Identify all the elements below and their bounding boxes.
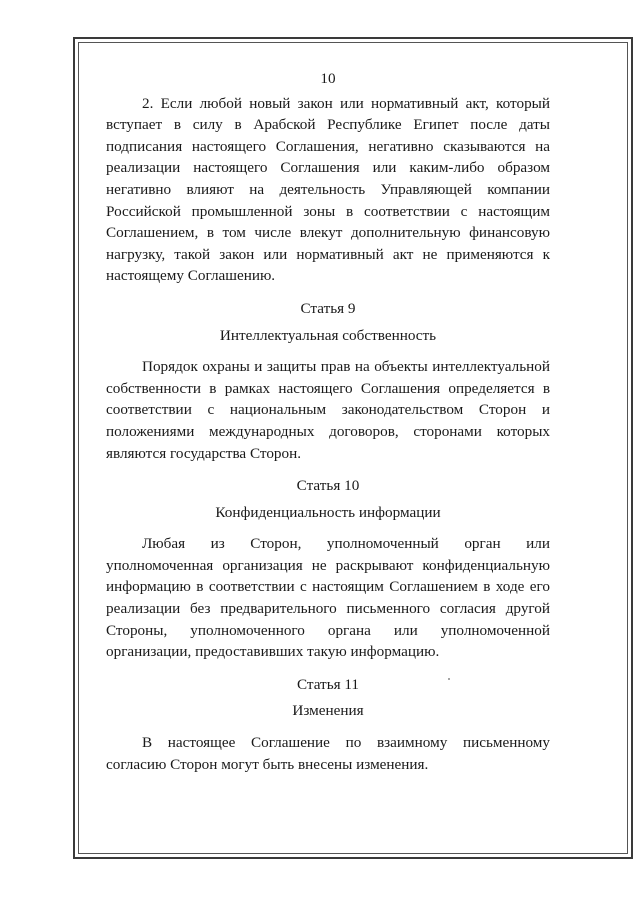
clause-2-paragraph: 2. Если любой новый закон или нормативный акт, который вступает в силу в Арабской Республике Египет после даты подписания настоящего Соглашения, негативно сказываются на реализации настоящего Соглашения или каким-либо образом негативно влияют на деятельность Управляющей компании Российской промышленной зоны в соответствии с настоящим Соглашением, в том числе влекут дополнительную финансовую нагрузку, такой закон или нормативный акт не применяются к настоящему Соглашению. [106,94,550,285]
document-body [106,68,550,775]
article-10-heading: Статья 10 [296,477,360,495]
article-11-paragraph: В настоящее Соглашение по взаимному письменному согласию Сторон могут быть внесены изменения. [106,734,550,773]
page-number: 10 [320,70,336,87]
article-11-heading: Статья 11 [296,675,360,693]
article-10-title: Конфиденциальность информации [215,503,441,521]
article-9-title: Интеллектуальная собственность [219,326,437,344]
article-10-paragraph: Любая из Сторон, уполномоченный орган или уполномоченная организация не раскрывают конфиденциальную информацию в соответствии с настоящим Соглашением в ходе его реализации без предварительного письменного согласия другой Стороны, уполномоченного органа или уполномоченной организации, предоставивших такую информацию. [106,535,550,661]
article-9-paragraph: Порядок охраны и защиты прав на объекты интеллектуальной собственности в рамках настоящего Соглашения определяется в соответствии с национальным законодательством Сторон и положениями международных договоров, сторонами которых являются государства Сторон. [106,358,550,462]
article-11-title: Изменения [292,702,364,720]
article-9-heading: Статья 9 [300,299,356,317]
